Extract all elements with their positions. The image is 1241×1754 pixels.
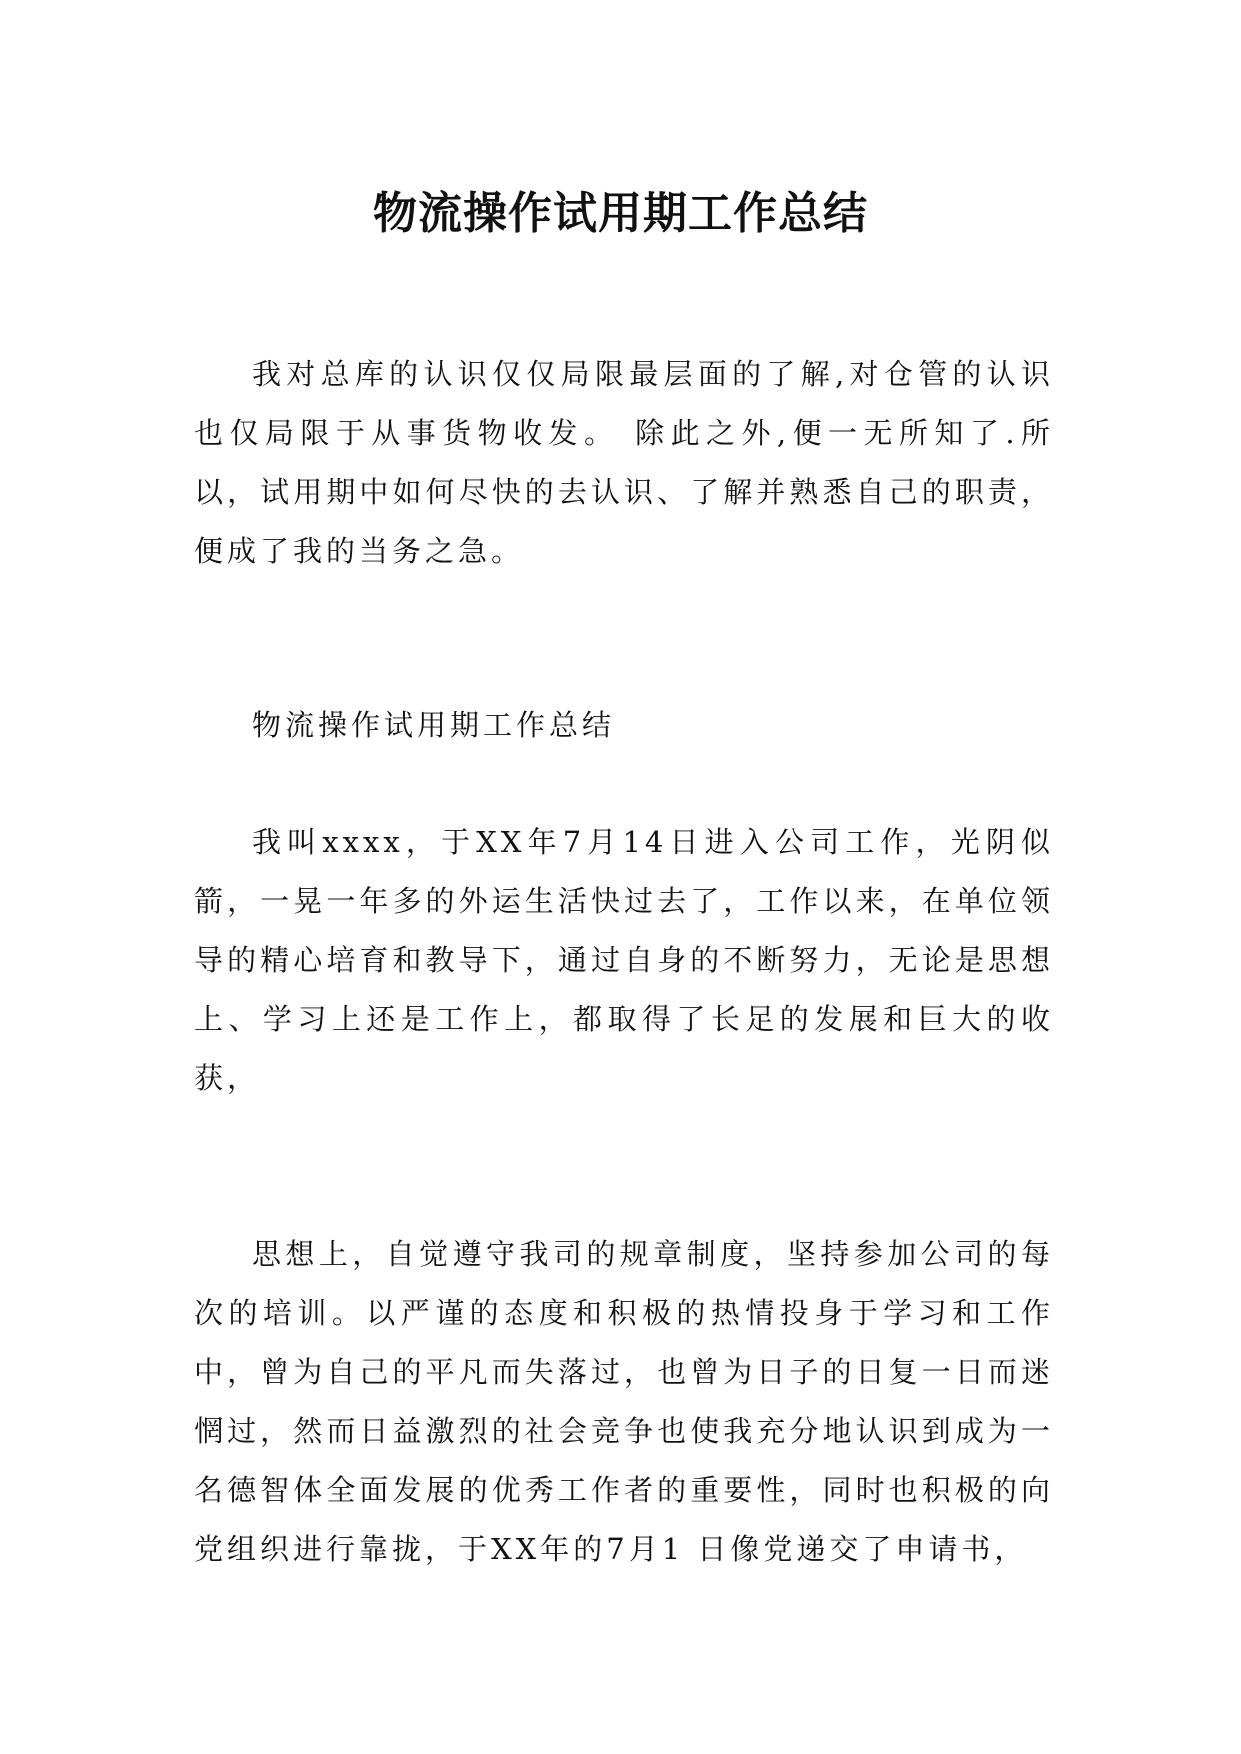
section-heading: 物流操作试用期工作总结 xyxy=(252,708,616,742)
paragraph-self-introduction: 我叫xxxx，于XX年7月14日进入公司工作，光阴似箭，一晃一年多的外运生活快过去了，工作以来，在单位领导的精心培育和教导下，通过自身的不断努力，无论是思想上、学习上还是工作上，都取得了长足的发展和巨大的收获， xyxy=(194,825,1054,1095)
paragraph-intro: 我对总库的认识仅仅局限最层面的了解,对仓管的认识也仅局限于从事货物收发。 除此之外,便一无所知了.所以，试用期中如何尽快的去认识、了解并熟悉自己的职责，便成了我的当务之急。 xyxy=(194,357,1054,568)
document-title: 物流操作试用期工作总结 xyxy=(373,188,868,240)
paragraph-ideology: 思想上，自觉遵守我司的规章制度，坚持参加公司的每次的培训。以严谨的态度和积极的热情投身于学习和工作中，曾为自己的平凡而失落过，也曾为日子的日复一日而迷惘过，然而日益激烈的社会竞争也使我充分地认识到成为一名德智体全面发展的优秀工作者的重要性，同时也积极的向党组织进行靠拢，于XX年的7月1 日像党递交了申请书， xyxy=(194,1237,1054,1566)
